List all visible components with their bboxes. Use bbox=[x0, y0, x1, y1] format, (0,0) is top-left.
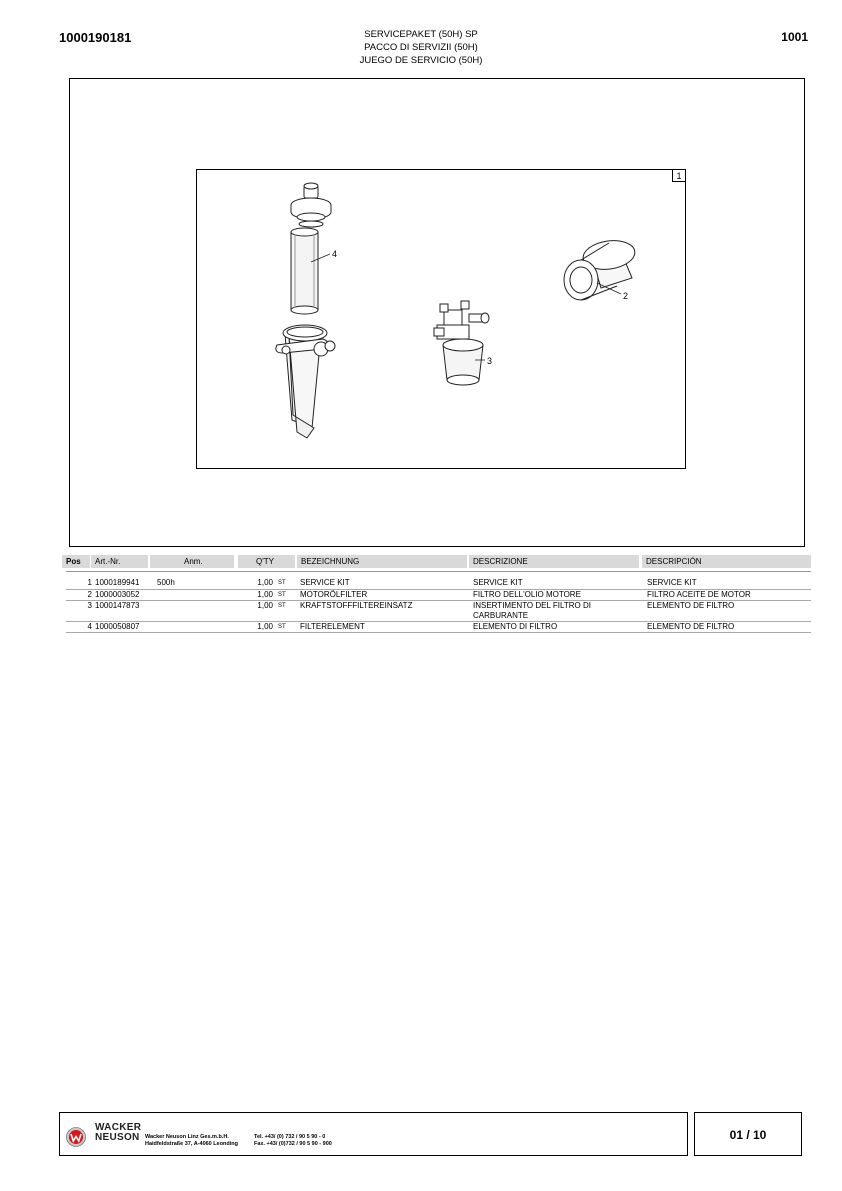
sheet-code: 1001 bbox=[781, 30, 808, 44]
row-divider bbox=[66, 632, 811, 633]
title-de: SERVICEPAKET (50H) SP bbox=[364, 29, 478, 40]
row-bezeichnung: KRAFTSTOFFFILTEREINSATZ bbox=[300, 601, 413, 610]
row-descrizione: ELEMENTO DI FILTRO bbox=[473, 622, 558, 631]
wacker-neuson-logo-icon bbox=[66, 1127, 86, 1147]
row-descrizione: SERVICE KIT bbox=[473, 578, 523, 587]
company-fax: Fax. +43/ (0)732 / 90 5 90 - 900 bbox=[254, 1141, 332, 1147]
exploded-view-illustration bbox=[196, 169, 686, 469]
callout-4: 4 bbox=[332, 249, 338, 259]
row-pos: 1 bbox=[87, 578, 92, 587]
brand-wordmark bbox=[95, 1123, 141, 1143]
row-pos: 3 bbox=[87, 601, 92, 610]
company-address bbox=[145, 1134, 238, 1148]
row-descrizione: FILTRO DELL'OLIO MOTORE bbox=[473, 590, 581, 599]
row-art-nr: 1000050807 bbox=[95, 622, 140, 631]
document-titles bbox=[0, 28, 842, 67]
page-number: 01 / 10 bbox=[694, 1112, 802, 1156]
row-descripcion: ELEMENTO DE FILTRO bbox=[647, 622, 735, 631]
row-descripcion: SERVICE KIT bbox=[647, 578, 697, 587]
company-contact bbox=[254, 1134, 332, 1148]
brand-line-1: WACKER bbox=[95, 1122, 142, 1133]
col-bezeichnung: BEZEICHNUNG bbox=[297, 555, 467, 568]
row-art-nr: 1000147873 bbox=[95, 601, 140, 610]
header-rule bbox=[66, 571, 811, 572]
row-unit: ST bbox=[278, 624, 286, 630]
row-anm: 500h bbox=[157, 578, 175, 587]
company-street: Haidfeldstraße 37, A-4060 Leonding bbox=[145, 1141, 239, 1147]
row-descrizione: INSERTIMENTO DEL FILTRO DI CARBURANTE bbox=[473, 601, 591, 620]
row-descripcion: ELEMENTO DE FILTRO bbox=[647, 601, 735, 610]
parts-drawing bbox=[197, 170, 687, 470]
illustration-frame-number: 1 bbox=[672, 169, 686, 182]
row-unit: ST bbox=[278, 592, 286, 598]
document-number: 1000190181 bbox=[59, 30, 132, 45]
row-pos: 2 bbox=[87, 590, 92, 599]
callout-3: 3 bbox=[487, 356, 493, 366]
filter-housing-drawing bbox=[276, 325, 335, 438]
row-qty: 1,00 bbox=[257, 578, 273, 587]
row-art-nr: 1000189941 bbox=[95, 578, 140, 587]
row-pos: 4 bbox=[87, 622, 92, 631]
row-bezeichnung: SERVICE KIT bbox=[300, 578, 350, 587]
row-bezeichnung: FILTERELEMENT bbox=[300, 622, 365, 631]
row-unit: ST bbox=[278, 580, 286, 586]
col-descripcion: DESCRIPCIÓN bbox=[642, 555, 811, 568]
row-descripcion: FILTRO ACEITE DE MOTOR bbox=[647, 590, 751, 599]
row-art-nr: 1000003052 bbox=[95, 590, 140, 599]
footer bbox=[59, 1112, 688, 1156]
row-bezeichnung: MOTORÖLFILTER bbox=[300, 590, 368, 599]
title-es: JUEGO DE SERVICIO (50H) bbox=[359, 55, 483, 66]
title-it: PACCO DI SERVIZII (50H) bbox=[364, 42, 478, 53]
company-name: Wacker Neuson Linz Ges.m.b.H. bbox=[145, 1134, 229, 1140]
filter-element-drawing bbox=[291, 183, 331, 314]
col-qty: Q'TY bbox=[238, 555, 295, 568]
brand-line-2: NEUSON bbox=[95, 1132, 140, 1143]
col-descrizione: DESCRIZIONE bbox=[469, 555, 639, 568]
company-phone: Tel. +43/ (0) 732 / 90 5 90 - 0 bbox=[254, 1134, 326, 1140]
col-pos: Pos bbox=[62, 555, 90, 568]
row-qty: 1,00 bbox=[257, 622, 273, 631]
fuel-filter-drawing bbox=[434, 301, 489, 385]
col-anm: Anm. bbox=[150, 555, 234, 568]
row-qty: 1,00 bbox=[257, 590, 273, 599]
row-unit: ST bbox=[278, 603, 286, 609]
row-qty: 1,00 bbox=[257, 601, 273, 610]
col-art-nr: Art.-Nr. bbox=[91, 555, 148, 568]
parts-table-header bbox=[62, 555, 811, 568]
callout-2: 2 bbox=[623, 291, 629, 301]
